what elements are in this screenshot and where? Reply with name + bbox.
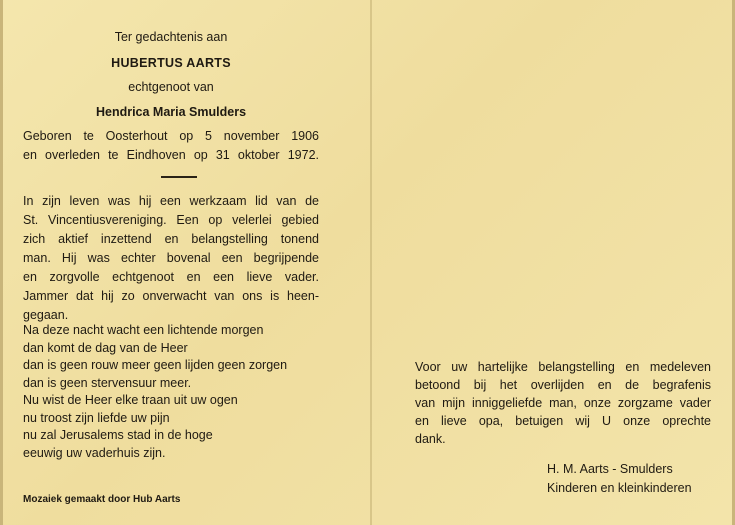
biography-paragraph	[23, 192, 319, 325]
poem-line: Na deze nacht wacht een lichtende morgen	[23, 323, 264, 337]
spouse-name: Hendrica Maria Smulders	[95, 105, 247, 119]
poem-line: dan komt de dag van de Heer	[23, 340, 188, 355]
bio-line: en zorgvolle echtgenoot en een lieve vader.	[23, 270, 319, 284]
relation-line: echtgenoot van	[128, 80, 214, 94]
poem-line: Nu wist de Heer elke traan uit uw ogen	[23, 393, 238, 407]
signature-line: H. M. Aarts - Smulders	[547, 462, 673, 476]
poem-line: nu troost zijn liefde uw pijn	[23, 410, 170, 425]
poem-line: eeuwig uw vaderhuis zijn.	[23, 445, 166, 460]
thanks-line: en lieve opa, betuigen wij U onze oprechte	[415, 414, 711, 428]
thanks-line: van mijn inniggeliefde man, onze zorgzame vader	[415, 396, 711, 410]
thanks-line: betoond bij het overlijden en de begrafenis	[415, 378, 711, 392]
poem	[23, 322, 319, 462]
bio-line: zich aktief inzettend en belangstelling tonend	[23, 232, 319, 246]
born-line: Geboren te Oosterhout op 5 november 1906	[23, 129, 319, 143]
poem-line: dan is geen rouw meer geen lijden geen zorgen	[23, 358, 288, 372]
birth-death-block	[23, 127, 319, 165]
bio-line: Jammer dat hij zo onverwacht van ons is heen-	[23, 289, 319, 303]
bio-line: In zijn leven was hij een werkzaam lid van de	[23, 194, 319, 208]
bio-line: man. Hij was echter bovenal een begrijpende	[23, 251, 319, 265]
deceased-name: HUBERTUS AARTS	[111, 56, 231, 70]
bio-line: gegaan.	[23, 308, 69, 322]
died-line: en overleden te Eindhoven op 31 oktober 1972.	[23, 148, 319, 162]
thanks-line: Voor uw hartelijke belangstelling en medeleven	[415, 360, 711, 374]
mosaic-credit: Mozaiek gemaakt door Hub Aarts	[23, 494, 181, 505]
poem-line: nu zal Jerusalems stad in de hoge	[23, 428, 213, 442]
bio-line: St. Vincentiusvereniging. Een op velerlei gebied	[23, 213, 319, 227]
thanks-line: dank.	[415, 432, 446, 446]
intro-line: Ter gedachtenis aan	[114, 30, 228, 44]
thanks-paragraph	[415, 358, 711, 448]
signature-block	[547, 460, 692, 498]
poem-line: dan is geen stervensuur meer.	[23, 375, 192, 390]
divider-line	[161, 176, 197, 178]
card-fold	[370, 0, 372, 525]
signature-line: Kinderen en kleinkinderen	[547, 481, 692, 495]
